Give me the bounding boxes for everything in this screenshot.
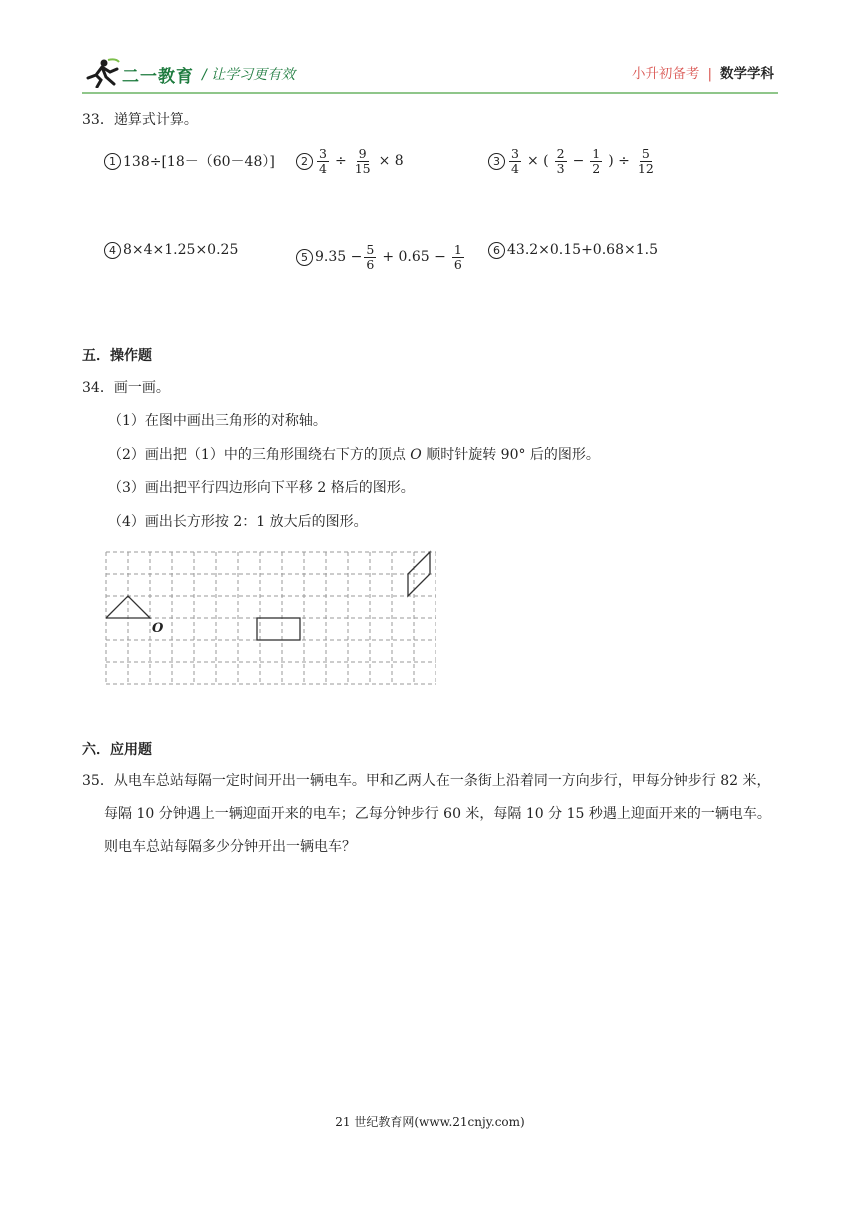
q34-step-1: （1）在图中画出三角形的对称轴。 [108, 413, 327, 429]
q34-step-4: （4）画出长方形按 2：1 放大后的图形。 [108, 514, 368, 530]
q33-title: 33．递算式计算。 [82, 112, 198, 128]
operator: × 8 [378, 153, 404, 169]
section-6-title: 六．应用题 [82, 742, 152, 758]
q33-item-4 [104, 240, 238, 260]
point-o-label: O [410, 447, 422, 463]
header-logo [84, 56, 324, 90]
fraction: $\frac{1}{6}$ [453, 241, 462, 272]
expression: 9.35 − [315, 249, 363, 265]
q33-item-6 [488, 240, 658, 260]
q35-text: 35．从电车总站每隔一定时间开出一辆电车。甲和乙两人在一条街上沿着同一方向步行，甲每分钟步行 82 米，每隔 10 分钟遇上一辆迎面开来的电车；乙每分钟步行 60 米，每隔 10 分 15 秒遇上迎面开来的一辆电车。则电车总站每隔多少分钟开出一辆电车？ [82, 773, 771, 855]
slogan: / 让学习更有效 [202, 67, 296, 83]
q33-item-1 [104, 144, 275, 178]
fraction: $\frac{1}{2}$ [592, 145, 601, 176]
parallelogram-shape [408, 552, 430, 596]
item-number: 4 [104, 242, 121, 259]
expression: 8×4×1.25×0.25 [123, 242, 239, 258]
q33-item-2 [296, 144, 408, 178]
q34-step-3: （3）画出把平行四边形向下平移 2 格后的图形。 [108, 480, 415, 496]
triangle-shape [106, 596, 150, 618]
header-subject-name: 数学学科 [720, 66, 774, 82]
header-category: 小升初备考 [631, 66, 700, 82]
q34-step-2: （2）画出把（1）中的三角形围绕右下方的顶点 O 顺时针旋转 90° 后的图形。 [108, 447, 600, 463]
q33-item-5 [296, 240, 466, 274]
operator: − [572, 153, 585, 169]
item-number: 3 [488, 153, 505, 170]
q34-title: 34．画一画。 [82, 380, 170, 396]
fraction: $\frac{2}{3}$ [556, 145, 565, 176]
fraction: $\frac{3}{4}$ [511, 145, 519, 176]
page-footer: 21 世纪教育网(www.21cnjy.com) [335, 1115, 525, 1129]
q33-item-3 [488, 144, 658, 178]
item-number: 5 [296, 249, 313, 266]
expression: 43.2×0.15+0.68×1.5 [507, 242, 658, 258]
header-subject [632, 62, 774, 82]
section-5-title: 五．操作题 [82, 348, 152, 364]
fraction: $\frac{3}{4}$ [319, 145, 327, 176]
fraction: $\frac{9}{15}$ [354, 145, 371, 176]
logo-text: 二一教育 [122, 67, 194, 87]
rectangle-shape [257, 618, 300, 640]
operator: + 0.65 − [382, 249, 446, 265]
runner-logo-icon [84, 58, 120, 88]
fraction: $\frac{5}{6}$ [366, 241, 375, 272]
header-separator: | [707, 66, 712, 82]
grid-figure [100, 548, 436, 688]
point-o-label: O [152, 621, 164, 636]
fraction: $\frac{5}{12}$ [637, 145, 654, 176]
operator: ÷ [334, 153, 347, 169]
operator: × ( [526, 153, 549, 169]
header-divider [82, 92, 778, 94]
item-number: 1 [104, 153, 121, 170]
item-number: 2 [296, 153, 313, 170]
expression: 138÷[18－（60－48）] [123, 154, 275, 170]
item-number: 6 [488, 242, 505, 259]
operator: ) ÷ [608, 153, 630, 169]
